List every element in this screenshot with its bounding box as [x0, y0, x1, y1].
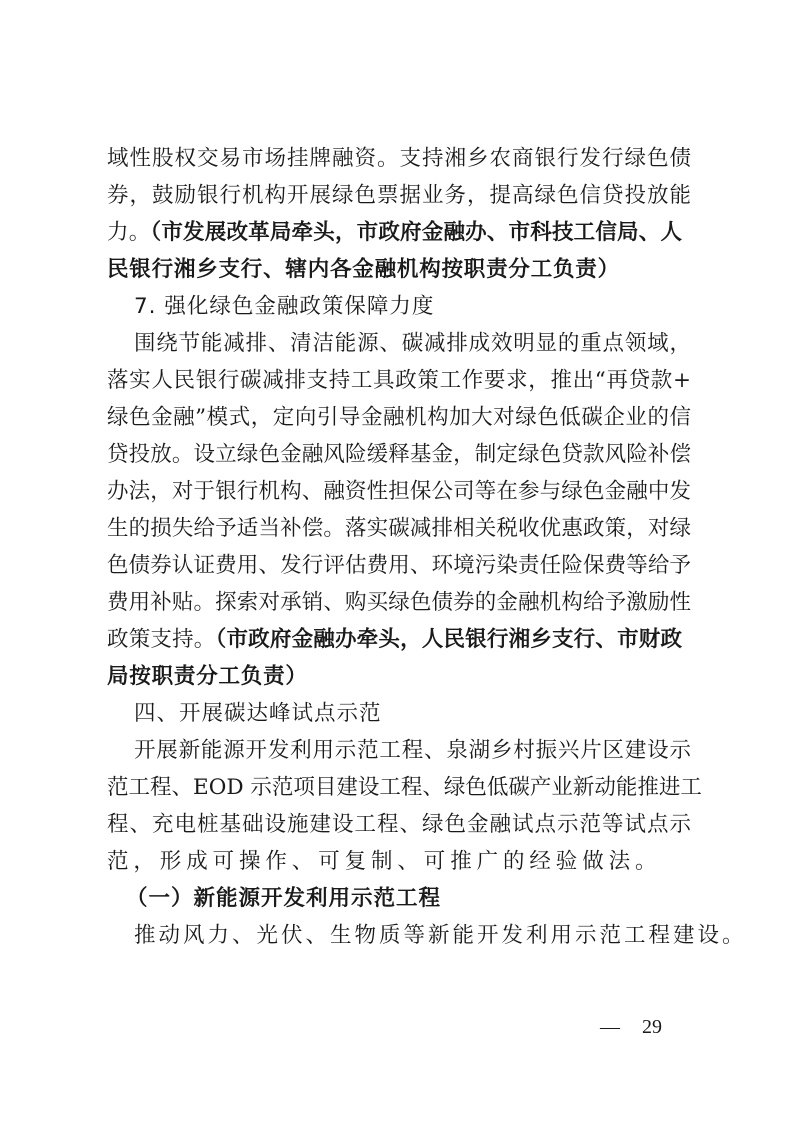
paragraph-line: [107, 399, 691, 436]
responsibility-note: 局按职责分工负责）: [107, 664, 308, 689]
paragraph-line: [107, 140, 691, 177]
line-text: 政策支持。: [107, 627, 216, 652]
line-text: 生的损失给予适当补偿。落实碳减排相关税收优惠政策，对绿: [107, 516, 691, 541]
section-heading: [126, 880, 683, 917]
paragraph-line: [107, 473, 691, 510]
paragraph-line: [134, 917, 747, 954]
heading-text: 7. 强化绿色金融政策保障力度: [134, 294, 435, 319]
line-text: 力。: [107, 220, 151, 245]
paragraph-line: [107, 621, 691, 658]
paragraph-line: [107, 362, 691, 399]
paragraph-line: [107, 658, 691, 695]
section-heading: [134, 288, 691, 325]
responsibility-note: 民银行湘乡支行、辖内各金融机构按职责分工负责）: [107, 257, 620, 282]
paragraph-line: [107, 251, 691, 288]
line-text: 贷投放。设立绿色金融风险缓释基金，制定绿色贷款风险补偿: [107, 442, 691, 467]
line-text: 推动风力、光伏、生物质等新能开发利用示范工程建设。: [134, 923, 747, 948]
line-text: 程、充电桩基础设施建设工程、绿色金融试点示范等试点示: [107, 812, 691, 837]
paragraph-line: [107, 177, 691, 214]
responsibility-note: （市发展改革局牵头，市政府金融办、市科技工信局、人: [150, 220, 683, 245]
heading-text: （一）新能源开发利用示范工程: [126, 886, 442, 911]
line-text: 范工程、EOD 示范项目建设工程、绿色低碳产业新动能推进工: [107, 775, 702, 800]
paragraph-line: [107, 843, 691, 880]
paragraph-line: [134, 732, 691, 769]
page-number: [600, 1016, 662, 1039]
line-text: 落实人民银行碳减排支持工具政策工作要求，推出“再贷款+: [107, 368, 691, 393]
paragraph-line: [107, 547, 691, 584]
paragraph-line: [107, 436, 691, 473]
section-heading: [134, 695, 691, 732]
line-text: 色债券认证费用、发行评估费用、环境污染责任险保费等给予: [107, 553, 691, 578]
line-text: 绿色金融”模式，定向引导金融机构加大对绿色低碳企业的信: [107, 405, 691, 430]
paragraph-line: [107, 510, 691, 547]
line-text: 开展新能源开发利用示范工程、泉湖乡村振兴片区建设示: [134, 738, 691, 763]
line-text: 围绕节能减排、清洁能源、碳减排成效明显的重点领域，: [134, 331, 691, 356]
paragraph-line: [107, 806, 691, 843]
line-text: 域性股权交易市场挂牌融资。支持湘乡农商银行发行绿色债: [107, 146, 691, 171]
responsibility-note: （市政府金融办牵头，人民银行湘乡支行、市财政: [215, 627, 683, 652]
paragraph-line: [134, 325, 691, 362]
line-text: 费用补贴。探索对承销、购买绿色债券的金融机构给予激励性: [107, 590, 691, 615]
paragraph-line: [107, 769, 702, 806]
heading-text: 四、开展碳达峰试点示范: [134, 701, 382, 726]
page-number-dash: —: [600, 1016, 620, 1038]
paragraph-line: [107, 584, 691, 621]
line-text: 范，形成可操作、可复制、可推广的经验做法。: [107, 849, 662, 874]
paragraph-line: [107, 214, 691, 251]
line-text: 办法，对于银行机构、融资性担保公司等在参与绿色金融中发: [107, 479, 691, 504]
line-text: 券，鼓励银行机构开展绿色票据业务，提高绿色信贷投放能: [107, 183, 691, 208]
page-number-value: 29: [642, 1016, 662, 1038]
